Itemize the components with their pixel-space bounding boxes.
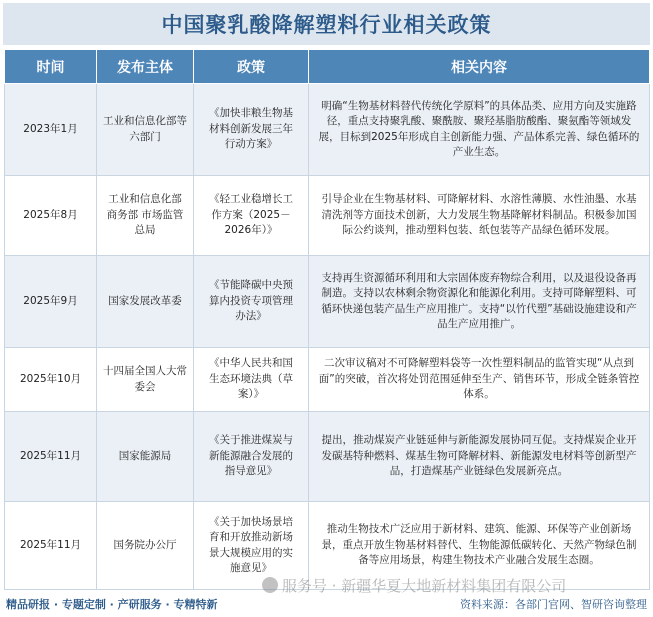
cell-policy: 《加快非粮生物基材料创新发展三年行动方案》 [194,84,309,176]
cell-policy: 《中华人民共和国生态环境法典（草案）》 [194,348,309,412]
cell-issuer: 工业和信息化部 商务部 市场监管总局 [97,176,194,256]
cell-time: 2025年10月 [5,348,97,412]
cell-content: 支持再生资源循环利用和大宗固体废弃物综合利用，以及退役设备再制造。支持以农林剩余物资源化和能源化利用。支持可降解塑料、可循环快递包装产品生产应用推广。支持“以竹代塑”基础设施建设和产品生产应用推广。 [309,256,650,348]
header-policy: 政策 [194,50,309,84]
cell-policy: 《关于推进煤炭与新能源融合发展的指导意见》 [194,412,309,502]
cell-policy: 《轻工业稳增长工作方案（2025－2026年）》 [194,176,309,256]
footer-services: 精品研报 · 专题定制 · 产研服务 · 专精特新 [6,597,218,611]
policy-table [4,49,650,590]
header-content: 相关内容 [309,50,650,84]
cell-issuer: 工业和信息化部等六部门 [97,84,194,176]
cell-time: 2025年11月 [5,412,97,502]
table-row [5,412,650,502]
cell-time: 2025年11月 [5,502,97,590]
footer [0,590,653,617]
cell-content: 二次审议稿对不可降解塑料袋等一次性塑料制品的监管实现“从点到面”的突破，首次将处罚范围延伸至生产、销售环节，形成全链条管控体系。 [309,348,650,412]
cell-policy: 《关于加快场景培育和开放推动新场景大规模应用的实施意见》 [194,502,309,590]
cell-issuer: 十四届全国人大常委会 [97,348,194,412]
cell-time: 2025年9月 [5,256,97,348]
table-header-row [5,50,650,84]
page-title: 中国聚乳酸降解塑料行业相关政策 [161,13,492,37]
header-issuer: 发布主体 [97,50,194,84]
cell-time: 2023年1月 [5,84,97,176]
table-row [5,256,650,348]
cell-issuer: 国家能源局 [97,412,194,502]
cell-content: 提出，推动煤炭产业链延伸与新能源发展协同互促。支持煤炭企业开发碳基特种燃料、煤基生物可降解材料、新能源发电材料等创新型产品，打造煤基产业链绿色发展新亮点。 [309,412,650,502]
title-bar [3,3,650,45]
cell-issuer: 国家发展改革委 [97,256,194,348]
table-row [5,176,650,256]
cell-content: 明确“生物基材料替代传统化学原料”的具体品类、应用方向及实施路径，重点支持聚乳酸、聚酰胺、聚羟基脂肪酸酯、聚氨酯等领域发展，目标到2025年形成自主创新能力强、产品体系完善、绿色循环的产业生态。 [309,84,650,176]
table-row [5,84,650,176]
footer-source: 资料来源：各部门官网、智研咨询整理 [460,597,647,611]
cell-issuer: 国务院办公厅 [97,502,194,590]
cell-content: 引导企业在生物基材料、可降解材料、水溶性薄膜、水性油墨、水基清洗剂等方面技术创新，大力发展生物基降解材料制品。积极参加国际公约谈判，推动塑料包装、纸包装等产品绿色循环发展。 [309,176,650,256]
watermark-text: 服务号 · 新疆华夏大地新材料集团有限公司 [282,577,567,595]
cell-content: 推动生物技术广泛应用于新材料、建筑、能源、环保等产业创新场景，重点开放生物基材料替代、生物能源低碳转化、天然产物绿色制备等应用场景，构建生物技术产业融合发展生态圈。 [309,502,650,590]
header-time: 时间 [5,50,97,84]
cell-policy: 《节能降碳中央预算内投资专项管理办法》 [194,256,309,348]
table-row [5,348,650,412]
cell-time: 2025年8月 [5,176,97,256]
